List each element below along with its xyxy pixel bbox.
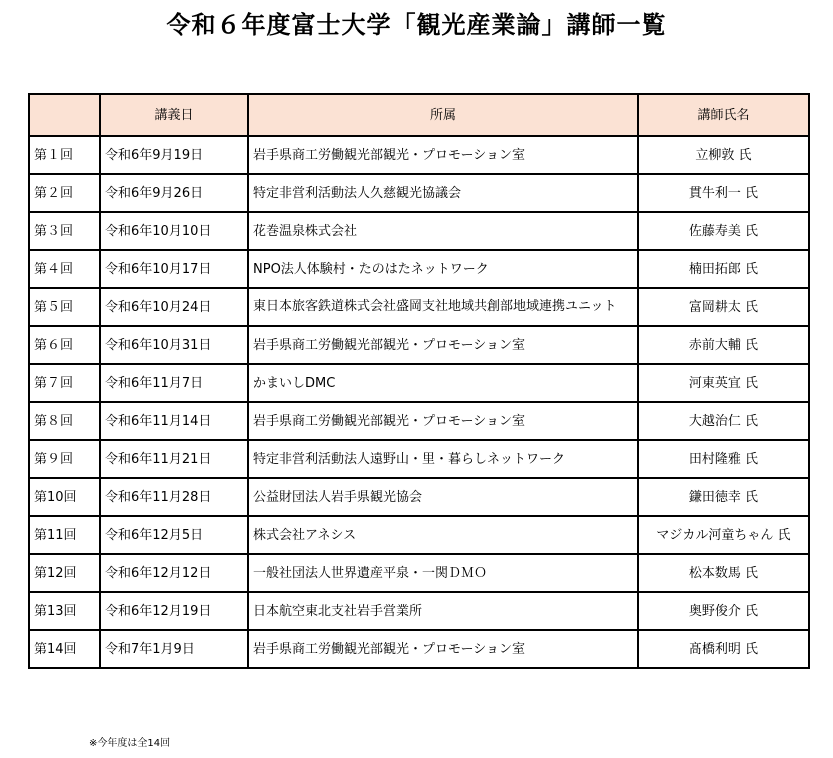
header-no xyxy=(29,94,100,136)
lecturer-name: 松本数馬 氏 xyxy=(638,554,809,592)
lecturer-name: 大越治仁 氏 xyxy=(638,402,809,440)
table-row xyxy=(29,326,809,364)
lecture-number: 第４回 xyxy=(29,250,100,288)
lecture-number: 第５回 xyxy=(29,288,100,326)
table-row xyxy=(29,630,809,668)
table-row xyxy=(29,364,809,402)
lecture-date: 令和7年1月9日 xyxy=(100,630,248,668)
lecture-date: 令和6年11月14日 xyxy=(100,402,248,440)
lecture-date: 令和6年10月17日 xyxy=(100,250,248,288)
table-row xyxy=(29,554,809,592)
table-header-row xyxy=(29,94,809,136)
lecture-date: 令和6年11月7日 xyxy=(100,364,248,402)
lecturer-affiliation: 公益財団法人岩手県観光協会 xyxy=(248,478,638,516)
table-row xyxy=(29,478,809,516)
lecture-number: 第11回 xyxy=(29,516,100,554)
lecturer-affiliation: 岩手県商工労働観光部観光・プロモーション室 xyxy=(248,136,638,174)
table-row xyxy=(29,288,809,326)
lecturer-name: 髙橋利明 氏 xyxy=(638,630,809,668)
lecturer-name: 富岡耕太 氏 xyxy=(638,288,809,326)
lecture-number: 第１回 xyxy=(29,136,100,174)
table-row xyxy=(29,250,809,288)
lecturer-name: 河東英宜 氏 xyxy=(638,364,809,402)
lecture-date: 令和6年10月31日 xyxy=(100,326,248,364)
lecturer-affiliation: NPO法人体験村・たのはたネットワーク xyxy=(248,250,638,288)
table-row xyxy=(29,136,809,174)
lecturer-affiliation: 日本航空東北支社岩手営業所 xyxy=(248,592,638,630)
lecturer-name: 鎌田徳幸 氏 xyxy=(638,478,809,516)
lecturer-name: 楠田拓郎 氏 xyxy=(638,250,809,288)
table-row xyxy=(29,440,809,478)
lecturer-affiliation: 一般社団法人世界遺産平泉・一関ＤＭＯ xyxy=(248,554,638,592)
lecturer-affiliation: 株式会社アネシス xyxy=(248,516,638,554)
lecturer-name: マジカル河童ちゃん 氏 xyxy=(638,516,809,554)
lecturer-affiliation: 岩手県商工労働観光部観光・プロモーション室 xyxy=(248,402,638,440)
lecturer-name: 奥野俊介 氏 xyxy=(638,592,809,630)
table-row xyxy=(29,174,809,212)
lecture-number: 第８回 xyxy=(29,402,100,440)
lecture-date: 令和6年10月24日 xyxy=(100,288,248,326)
lecture-date: 令和6年12月5日 xyxy=(100,516,248,554)
lecture-date: 令和6年11月28日 xyxy=(100,478,248,516)
header-affiliation: 所属 xyxy=(248,94,638,136)
lecture-number: 第２回 xyxy=(29,174,100,212)
lecture-date: 令和6年12月19日 xyxy=(100,592,248,630)
lecture-number: 第13回 xyxy=(29,592,100,630)
table-row xyxy=(29,402,809,440)
table-row xyxy=(29,516,809,554)
lecturer-table xyxy=(28,93,810,669)
table-row xyxy=(29,212,809,250)
lecture-number: 第７回 xyxy=(29,364,100,402)
lecturer-affiliation: 岩手県商工労働観光部観光・プロモーション室 xyxy=(248,630,638,668)
lecturer-name: 佐藤寿美 氏 xyxy=(638,212,809,250)
lecture-number: 第３回 xyxy=(29,212,100,250)
footnote: ※今年度は全14回 xyxy=(89,738,171,749)
lecture-number: 第12回 xyxy=(29,554,100,592)
lecture-number: 第10回 xyxy=(29,478,100,516)
lecture-date: 令和6年9月26日 xyxy=(100,174,248,212)
lecturer-affiliation: 岩手県商工労働観光部観光・プロモーション室 xyxy=(248,326,638,364)
table-row xyxy=(29,592,809,630)
lecture-date: 令和6年11月21日 xyxy=(100,440,248,478)
lecture-number: 第６回 xyxy=(29,326,100,364)
header-date: 講義日 xyxy=(100,94,248,136)
lecturer-name: 貫牛利一 氏 xyxy=(638,174,809,212)
lecturer-name: 田村隆雅 氏 xyxy=(638,440,809,478)
page-title: 令和６年度富士大学「観光産業論」講師一覧 xyxy=(166,11,667,39)
lecturer-affiliation: 特定非営利活動法人遠野山・里・暮らしネットワーク xyxy=(248,440,638,478)
lecturer-affiliation: かまいしDMC xyxy=(248,364,638,402)
lecturer-name: 立柳敦 氏 xyxy=(638,136,809,174)
lecture-date: 令和6年9月19日 xyxy=(100,136,248,174)
lecturer-affiliation: 特定非営利活動法人久慈観光協議会 xyxy=(248,174,638,212)
lecture-date: 令和6年10月10日 xyxy=(100,212,248,250)
lecture-number: 第９回 xyxy=(29,440,100,478)
lecturer-name: 赤前大輔 氏 xyxy=(638,326,809,364)
header-lecturer: 講師氏名 xyxy=(638,94,809,136)
lecturer-affiliation: 花巻温泉株式会社 xyxy=(248,212,638,250)
lecture-number: 第14回 xyxy=(29,630,100,668)
lecturer-affiliation: 東日本旅客鉄道株式会社盛岡支社地域共創部地域連携ユニット xyxy=(248,288,638,326)
lecture-date: 令和6年12月12日 xyxy=(100,554,248,592)
